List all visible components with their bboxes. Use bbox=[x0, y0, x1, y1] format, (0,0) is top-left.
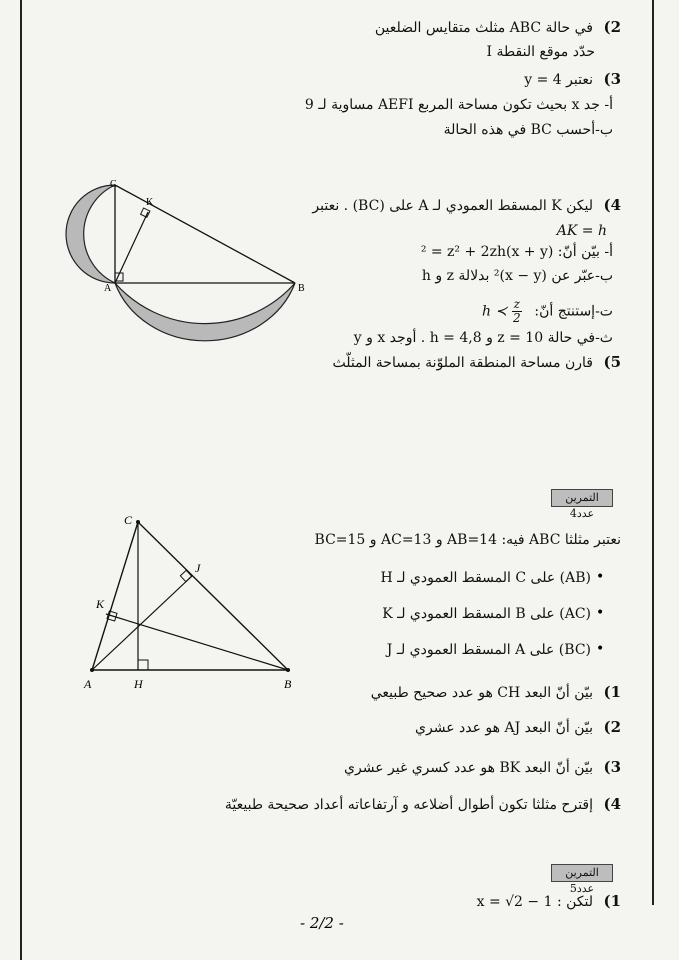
ex3-q2-text: في حالة ABC مثلث متقايس الضلعين bbox=[374, 20, 593, 36]
ex3-q4d: ث-في حالة z = 10 و h = 4,8 . أوجد x و y bbox=[353, 330, 613, 346]
lune-small bbox=[66, 185, 115, 283]
ex4-q2-text: بيّن أنّ البعد AJ هو عدد عشري bbox=[415, 720, 593, 736]
label-j: J bbox=[195, 561, 201, 575]
right-angle-h bbox=[138, 660, 148, 670]
ex3-q4-number: 4) bbox=[603, 196, 621, 214]
ex5-q1-number: 1) bbox=[603, 892, 621, 910]
ex3-q4-text: ليكن K المسقط العمودي لـ A على (BC) . نعتبر bbox=[312, 198, 593, 214]
ex4-q3-number: 3) bbox=[603, 758, 621, 776]
ex3-q4c-label: ت-إستنتج أنّ: bbox=[534, 303, 613, 320]
ex3-q3a: أ- جد x بحيث تكون مساحة المربع AEFI مساوية لـ 9 bbox=[304, 97, 613, 113]
right-angle-k bbox=[141, 208, 150, 217]
ex4-q3-line bbox=[344, 758, 621, 776]
ex3-q2-number: 2) bbox=[603, 18, 621, 36]
ex3-q4-equation: AK = h bbox=[556, 223, 607, 239]
ex5-q1-line bbox=[477, 892, 621, 910]
ex4-bullet-k: K المسقط العمودي لـ B على (AC) bbox=[382, 606, 591, 622]
triangle-abc bbox=[92, 522, 288, 670]
triangle-abc bbox=[115, 185, 295, 283]
label-c: C bbox=[124, 513, 133, 527]
label-a: A bbox=[84, 677, 92, 691]
ex4-triangle-figure bbox=[70, 510, 310, 700]
ex4-q4-number: 4) bbox=[603, 795, 621, 813]
point-a bbox=[90, 668, 94, 672]
ex3-q5-line bbox=[333, 353, 622, 371]
altitude-ak bbox=[115, 212, 148, 283]
ex3-q5-number: 5) bbox=[603, 353, 621, 371]
label-c: C bbox=[110, 179, 117, 190]
ex4-header: التمرين عدد4 bbox=[551, 489, 613, 507]
ex3-q4-line bbox=[312, 196, 621, 214]
ex3-q2-line2: حدّد موقع النقطة I bbox=[486, 44, 595, 60]
ex4-q2-number: 2) bbox=[603, 718, 621, 736]
ex4-q4-text: إقترح مثلثا تكون أطوال أضلاعه و آرتفاعاته أعداد صحيحة طبيعيّة bbox=[224, 797, 593, 813]
ex4-q1-line bbox=[371, 683, 621, 701]
right-angle-j bbox=[180, 570, 191, 581]
ex3-q4c-math bbox=[482, 298, 522, 325]
label-b: B bbox=[298, 283, 305, 294]
label-h: H bbox=[134, 677, 143, 691]
ex3-q3-line bbox=[524, 70, 621, 88]
point-b bbox=[286, 668, 290, 672]
ex4-q4-line bbox=[225, 795, 621, 813]
ex4-q1-text: بيّن أنّ البعد CH هو عدد صحيح طبيعي bbox=[370, 685, 593, 701]
ex3-q3-number: 3) bbox=[603, 70, 621, 88]
bullet-dot-icon: • bbox=[596, 605, 605, 621]
ex3-q4c-frac-num: z bbox=[513, 297, 520, 311]
ex3-q4c-h: h ≺ bbox=[481, 303, 508, 320]
ex4-bullet-j: J المسقط العمودي لـ A على (BC) bbox=[386, 642, 591, 658]
ex3-q4c-frac-den: 2 bbox=[512, 311, 521, 325]
ex5-q1-text: لتكن : x = √2 − 1 bbox=[476, 894, 593, 910]
label-a: A bbox=[104, 283, 112, 294]
ex3-lune-figure bbox=[60, 175, 320, 375]
label-k: K bbox=[146, 197, 154, 208]
ex3-q5-text: قارن مساحة المنطقة الملوّنة بمساحة المثلّث bbox=[332, 355, 593, 371]
ex3-q4b: ب-عبّر عن (x − y)² بدلالة z و h bbox=[421, 268, 613, 284]
ex4-q3-text: بيّن أنّ البعد BK هو عدد كسري غير عشري bbox=[344, 760, 593, 776]
bullet-dot-icon: • bbox=[596, 641, 605, 657]
ex4-q2-line bbox=[415, 718, 621, 736]
ex4-q1-number: 1) bbox=[603, 683, 621, 701]
ex3-q3-text: نعتبر y = 4 bbox=[524, 72, 593, 88]
label-k: K bbox=[96, 597, 105, 611]
page-frame-left bbox=[20, 0, 22, 960]
ex4-bullet-h: H المسقط العمودي لـ C على (AB) bbox=[380, 570, 591, 586]
page-frame-right bbox=[652, 0, 654, 905]
ex3-q2-line1 bbox=[375, 18, 621, 36]
ex3-q4c bbox=[482, 298, 613, 325]
lune-large bbox=[115, 283, 295, 341]
page-number: - 2/2 - bbox=[300, 914, 344, 932]
point-c bbox=[136, 520, 140, 524]
ex3-q4c-fraction bbox=[512, 298, 522, 325]
ex4-intro: نعتبر مثلثا ABC فيه: AB=14 و AC=13 و BC=15 bbox=[314, 532, 621, 548]
ex3-q4a: أ- بيّن أنّ: (x + y)² = z² + 2zh bbox=[420, 244, 613, 260]
ex5-header: التمرين عدد5 bbox=[551, 864, 613, 882]
altitude-bk bbox=[106, 614, 288, 670]
label-b: B bbox=[284, 677, 292, 691]
bullet-dot-icon: • bbox=[596, 569, 605, 585]
ex3-q3b: ب-أحسب BC في هذه الحالة bbox=[443, 122, 613, 138]
